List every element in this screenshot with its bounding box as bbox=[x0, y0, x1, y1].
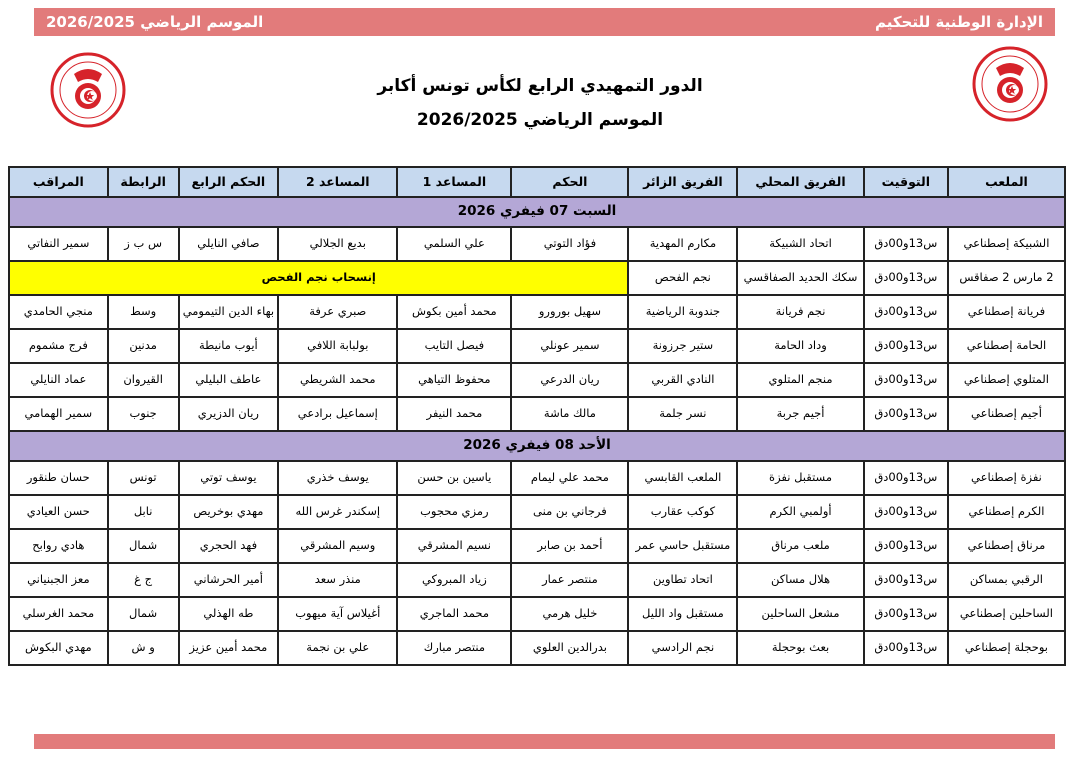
day-row bbox=[9, 197, 1065, 227]
column-header: المراقب bbox=[9, 167, 108, 197]
cell-fourth: فهد الحجري bbox=[179, 529, 279, 563]
cell-time: س13و00دق bbox=[864, 461, 948, 495]
day-label: الأحد 08 فيفري 2026 bbox=[9, 431, 1065, 461]
cell-stadium: الرقبي بمساكن bbox=[948, 563, 1065, 597]
cell-home: نجم فريانة bbox=[737, 295, 863, 329]
cell-observer: فرج مشموم bbox=[9, 329, 108, 363]
cell-referee: فؤاد التوتي bbox=[511, 227, 628, 261]
cell-fourth: محمد أمين عزيز bbox=[179, 631, 279, 665]
match-row bbox=[9, 261, 1065, 295]
cell-time: س13و00دق bbox=[864, 363, 948, 397]
cell-league: نابل bbox=[108, 495, 179, 529]
cell-home: سكك الحديد الصفاقسي bbox=[737, 261, 863, 295]
schedule-body bbox=[9, 197, 1065, 665]
cell-assistant1: رمزي محجوب bbox=[397, 495, 511, 529]
cell-assistant2: بولبابة اللافي bbox=[278, 329, 397, 363]
cell-observer: سمير الهمامي bbox=[9, 397, 108, 431]
cell-home: وداد الحامة bbox=[737, 329, 863, 363]
cell-away: جندوبة الرياضية bbox=[628, 295, 737, 329]
cell-referee: منتصر عمار bbox=[511, 563, 628, 597]
cell-referee: خليل هرمي bbox=[511, 597, 628, 631]
header-row bbox=[9, 167, 1065, 197]
cell-assistant1: زياد المبروكي bbox=[397, 563, 511, 597]
cell-away: نسر جلمة bbox=[628, 397, 737, 431]
column-header: الرابطة bbox=[108, 167, 179, 197]
column-header: الفريق الزائر bbox=[628, 167, 737, 197]
match-row bbox=[9, 295, 1065, 329]
cell-away: النادي القربي bbox=[628, 363, 737, 397]
cell-fourth: طه الهذلي bbox=[179, 597, 279, 631]
cell-home: منجم المتلوي bbox=[737, 363, 863, 397]
column-header: التوقيت bbox=[864, 167, 948, 197]
cell-time: س13و00دق bbox=[864, 397, 948, 431]
title-block bbox=[280, 70, 800, 130]
cell-stadium: الكرم إصطناعي bbox=[948, 495, 1065, 529]
match-row bbox=[9, 631, 1065, 665]
cell-away: اتحاد تطاوين bbox=[628, 563, 737, 597]
banner-season: الموسم الرياضي 2026/2025 bbox=[46, 13, 264, 31]
cell-league: س ب ز bbox=[108, 227, 179, 261]
column-header: المساعد 1 bbox=[397, 167, 511, 197]
cell-fourth: بهاء الدين التيمومي bbox=[179, 295, 279, 329]
cell-stadium: مرناق إصطناعي bbox=[948, 529, 1065, 563]
column-header: الحكم الرابع bbox=[179, 167, 279, 197]
cell-league: مدنين bbox=[108, 329, 179, 363]
cell-referee: بدرالدين العلوي bbox=[511, 631, 628, 665]
cell-time: س13و00دق bbox=[864, 597, 948, 631]
cell-observer: سمير النفاتي bbox=[9, 227, 108, 261]
match-row bbox=[9, 397, 1065, 431]
match-row bbox=[9, 363, 1065, 397]
match-row bbox=[9, 329, 1065, 363]
cell-home: مستقبل نفزة bbox=[737, 461, 863, 495]
document-subtitle: الموسم الرياضي 2026/2025 bbox=[416, 110, 664, 130]
cell-fourth: أمير الحرشاني bbox=[179, 563, 279, 597]
cell-stadium: فريانة إصطناعي bbox=[948, 295, 1065, 329]
cell-stadium: نفزة إصطناعي bbox=[948, 461, 1065, 495]
cell-league: وسط bbox=[108, 295, 179, 329]
cell-observer: منجي الحامدي bbox=[9, 295, 108, 329]
cell-assistant1: فيصل التايب bbox=[397, 329, 511, 363]
cell-league: شمال bbox=[108, 529, 179, 563]
cell-assistant2: بديع الجلالي bbox=[278, 227, 397, 261]
cell-assistant2: صبري عرفة bbox=[278, 295, 397, 329]
day-label: السبت 07 فيفري 2026 bbox=[9, 197, 1065, 227]
cell-league: جنوب bbox=[108, 397, 179, 431]
cell-time: س13و00دق bbox=[864, 529, 948, 563]
match-row bbox=[9, 597, 1065, 631]
cell-home: بعث بوحجلة bbox=[737, 631, 863, 665]
day-row bbox=[9, 431, 1065, 461]
cell-fourth: أيوب مانيطة bbox=[179, 329, 279, 363]
cell-league: ج غ bbox=[108, 563, 179, 597]
cell-assistant2: يوسف خذري bbox=[278, 461, 397, 495]
cell-fourth: عاطف البليلي bbox=[179, 363, 279, 397]
cell-assistant2: أغيلاس آية ميهوب bbox=[278, 597, 397, 631]
match-row bbox=[9, 461, 1065, 495]
cell-stadium: الشبيكة إصطناعي bbox=[948, 227, 1065, 261]
column-header: الملعب bbox=[948, 167, 1065, 197]
bottom-banner bbox=[34, 734, 1055, 749]
document-title: الدور التمهيدي الرابع لكأس تونس أكابر bbox=[377, 76, 703, 96]
cell-observer: هادي روابح bbox=[9, 529, 108, 563]
cell-referee: فرجاني بن منى bbox=[511, 495, 628, 529]
cell-assistant1: محمد النيفر bbox=[397, 397, 511, 431]
cell-assistant2: منذر سعد bbox=[278, 563, 397, 597]
cell-assistant2: إسماعيل برادعي bbox=[278, 397, 397, 431]
cell-away: مستقبل واد الليل bbox=[628, 597, 737, 631]
cell-stadium: المتلوي إصطناعي bbox=[948, 363, 1065, 397]
cell-league: شمال bbox=[108, 597, 179, 631]
cell-stadium: الساحلين إصطناعي bbox=[948, 597, 1065, 631]
cell-observer: مهدي البكوش bbox=[9, 631, 108, 665]
cell-referee: سمير عونلي bbox=[511, 329, 628, 363]
column-header: الحكم bbox=[511, 167, 628, 197]
cell-referee: محمد علي ليمام bbox=[511, 461, 628, 495]
cell-assistant1: نسيم المشرقي bbox=[397, 529, 511, 563]
cell-away: مستقبل حاسي عمر bbox=[628, 529, 737, 563]
cell-assistant2: محمد الشريطي bbox=[278, 363, 397, 397]
cell-fourth: مهدي بوخريص bbox=[179, 495, 279, 529]
cell-time: س13و00دق bbox=[864, 631, 948, 665]
cell-stadium: أجيم إصطناعي bbox=[948, 397, 1065, 431]
match-row bbox=[9, 563, 1065, 597]
cell-stadium: 2 مارس 2 صفاقس bbox=[948, 261, 1065, 295]
cell-stadium: الحامة إصطناعي bbox=[948, 329, 1065, 363]
match-row bbox=[9, 495, 1065, 529]
schedule-table bbox=[8, 166, 1066, 666]
cell-league: القيروان bbox=[108, 363, 179, 397]
cell-time: س13و00دق bbox=[864, 329, 948, 363]
cell-assistant2: وسيم المشرقي bbox=[278, 529, 397, 563]
match-row bbox=[9, 529, 1065, 563]
cell-home: أولمبي الكرم bbox=[737, 495, 863, 529]
top-banner bbox=[34, 8, 1055, 36]
cell-assistant1: محمد أمين بكوش bbox=[397, 295, 511, 329]
cell-referee: سهيل بورورو bbox=[511, 295, 628, 329]
cell-referee: مالك ماشة bbox=[511, 397, 628, 431]
cell-home: هلال مساكن bbox=[737, 563, 863, 597]
forfeit-notice: إنسحاب نجم الفحص bbox=[9, 261, 628, 295]
cell-assistant1: ياسين بن حسن bbox=[397, 461, 511, 495]
cell-fourth: يوسف توتي bbox=[179, 461, 279, 495]
cell-home: أجيم جربة bbox=[737, 397, 863, 431]
cell-time: س13و00دق bbox=[864, 563, 948, 597]
column-header: المساعد 2 bbox=[278, 167, 397, 197]
cell-away: ستير جرزونة bbox=[628, 329, 737, 363]
cell-assistant1: محمد الماجري bbox=[397, 597, 511, 631]
cell-assistant2: إسكندر غرس الله bbox=[278, 495, 397, 529]
cell-observer: معز الجبنياني bbox=[9, 563, 108, 597]
cell-away: كوكب عقارب bbox=[628, 495, 737, 529]
cell-league: تونس bbox=[108, 461, 179, 495]
cell-observer: حسان طنقور bbox=[9, 461, 108, 495]
match-row bbox=[9, 227, 1065, 261]
cell-time: س13و00دق bbox=[864, 495, 948, 529]
cell-time: س13و00دق bbox=[864, 227, 948, 261]
cell-observer: محمد الغرسلي bbox=[9, 597, 108, 631]
cell-fourth: صافي النايلي bbox=[179, 227, 279, 261]
cell-observer: عماد النايلي bbox=[9, 363, 108, 397]
cell-assistant2: علي بن نجمة bbox=[278, 631, 397, 665]
cell-home: اتحاد الشبيكة bbox=[737, 227, 863, 261]
cell-away: مكارم المهدية bbox=[628, 227, 737, 261]
column-header: الفريق المحلي bbox=[737, 167, 863, 197]
cell-home: مشعل الساحلين bbox=[737, 597, 863, 631]
cell-time: س13و00دق bbox=[864, 295, 948, 329]
cell-referee: ريان الدرعي bbox=[511, 363, 628, 397]
cell-stadium: بوحجلة إصطناعي bbox=[948, 631, 1065, 665]
cell-fourth: ريان الدزيري bbox=[179, 397, 279, 431]
banner-org-name: الإدارة الوطنية للتحكيم bbox=[874, 13, 1043, 31]
cell-assistant1: علي السلمي bbox=[397, 227, 511, 261]
federation-logo-right bbox=[972, 46, 1048, 122]
cell-referee: أحمد بن صابر bbox=[511, 529, 628, 563]
cell-assistant1: منتصر مبارك bbox=[397, 631, 511, 665]
cell-time: س13و00دق bbox=[864, 261, 948, 295]
cell-observer: حسن العيادي bbox=[9, 495, 108, 529]
cell-away: نجم الرادسي bbox=[628, 631, 737, 665]
cell-away: نجم الفحص bbox=[628, 261, 737, 295]
cell-league: و ش bbox=[108, 631, 179, 665]
federation-logo-left bbox=[50, 52, 126, 128]
cell-assistant1: محفوظ التياهي bbox=[397, 363, 511, 397]
cell-away: الملعب القابسي bbox=[628, 461, 737, 495]
cell-home: ملعب مرناق bbox=[737, 529, 863, 563]
